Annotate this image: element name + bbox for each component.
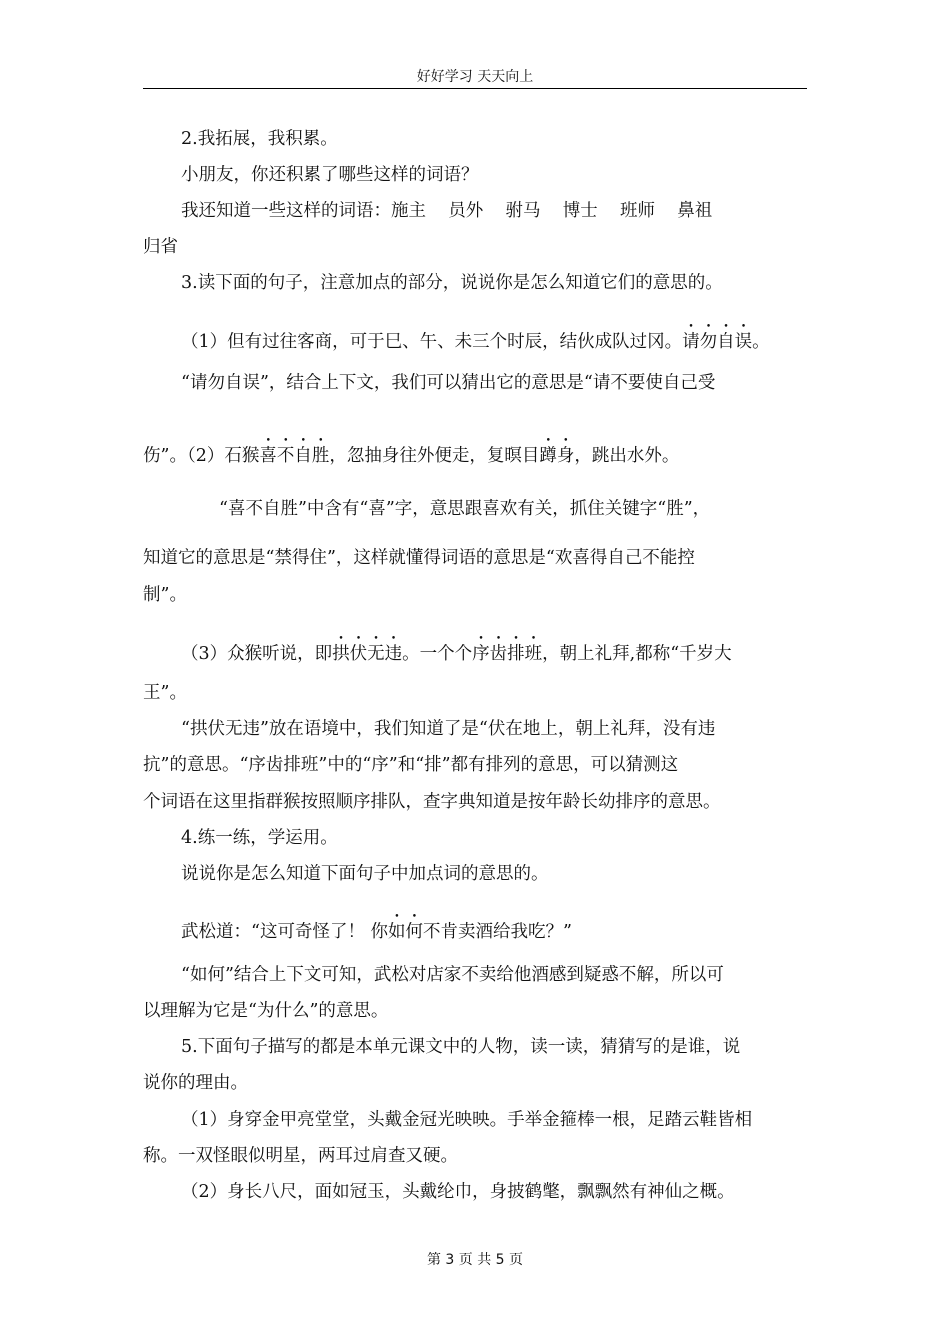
dotted-phrase: 拱伏无违 (332, 644, 403, 664)
sentence-text: 伤”。（2）石猴 (143, 446, 260, 466)
text-line: “请勿自误”，结合上下文，我们可以猜出它的意思是“请不要使自己受 (181, 373, 716, 393)
text-line: “如何”结合上下文可知，武松对店家不卖给他酒感到疑惑不解，所以可 (181, 965, 724, 985)
text-line: 制”。 (143, 585, 187, 605)
sentence-4 (143, 912, 845, 944)
sentence-text: （3）众猴听说，即 (181, 644, 333, 664)
section-4-title: 4.练一练，学运用。 (181, 828, 338, 848)
text-line: 个词语在这里指群猴按照顺序排队，查字典知道是按年龄长幼排序的意思。 (143, 792, 721, 812)
text-line: 我还知道一些这样的词语：施主 员外 驸马 博士 班师 鼻祖 (181, 201, 713, 221)
sentence-text: 不肯卖酒给我吃？” (423, 922, 572, 942)
text-line: 王”。 (143, 683, 187, 703)
sentence-text: （1）但有过往客商，可于巳、午、未三个时辰，结伙成队过冈。 (181, 332, 683, 352)
sentence-text: ，忽抽身往外便走，复暝目 (329, 446, 540, 466)
dotted-phrase: 请勿自误 (682, 332, 753, 352)
text-line: 知道它的意思是“禁得住”，这样就懂得词语的意思是“欢喜得自己不能控 (143, 548, 695, 568)
text-line: 说你的理由。 (143, 1073, 248, 1093)
sentence-text: 。 (752, 332, 770, 352)
text-line: “拱伏无违”放在语境中，我们知道了是“伏在地上，朝上礼拜，没有违 (181, 719, 716, 739)
sentence-1 (143, 322, 845, 354)
text-line: （2）身长八尺，面如冠玉，头戴纶巾，身披鹤氅，飘飘然有神仙之概。 (181, 1182, 735, 1202)
section-3-title: 3.读下面的句子，注意加点的部分，说说你是怎么知道它们的意思的。 (181, 273, 723, 293)
sentence-3 (143, 634, 845, 666)
section-2-title: 2.我拓展，我积累。 (181, 129, 338, 149)
page-footer: 第 3 页 共 5 页 (426, 1252, 524, 1268)
section-5-title: 5.下面句子描写的都是本单元课文中的人物，读一读，猜猜写的是谁，说 (181, 1037, 741, 1057)
dotted-phrase: 蹲身 (539, 446, 575, 466)
text-line: 以理解为它是“为什么”的意思。 (143, 1001, 389, 1021)
dotted-phrase: 序齿排班 (472, 644, 543, 664)
text-line: 抗”的意思。“序齿排班”中的“序”和“排”都有排列的意思，可以猜测这 (143, 755, 679, 775)
dotted-phrase: 喜不自胜 (259, 446, 330, 466)
sentence-text: 。一个个 (402, 644, 473, 664)
dotted-phrase: 如何 (388, 922, 424, 942)
sentence-text: ，跳出水外。 (574, 446, 680, 466)
text-line: 说说你是怎么知道下面句子中加点词的意思的。 (181, 864, 549, 884)
sentence-text: 武松道：“这可奇怪了！ 你 (181, 922, 389, 942)
text-line: 称。一双怪眼似明星，两耳过肩查又硬。 (143, 1146, 458, 1166)
sentence-text: ，朝上礼拜,都称“千岁大 (542, 644, 732, 664)
text-line: （1）身穿金甲亮堂堂，头戴金冠光映映。手举金箍棒一根，足踏云鞋皆相 (181, 1110, 753, 1130)
page-header: 好好学习 天天向上 (143, 66, 807, 89)
text-line: 小朋友，你还积累了哪些这样的词语？ (181, 165, 479, 185)
text-line: 归省 (143, 237, 178, 257)
sentence-2 (143, 436, 807, 468)
text-line: “喜不自胜”中含有“喜”字，意思跟喜欢有关，抓住关键字“胜”， (219, 499, 711, 519)
